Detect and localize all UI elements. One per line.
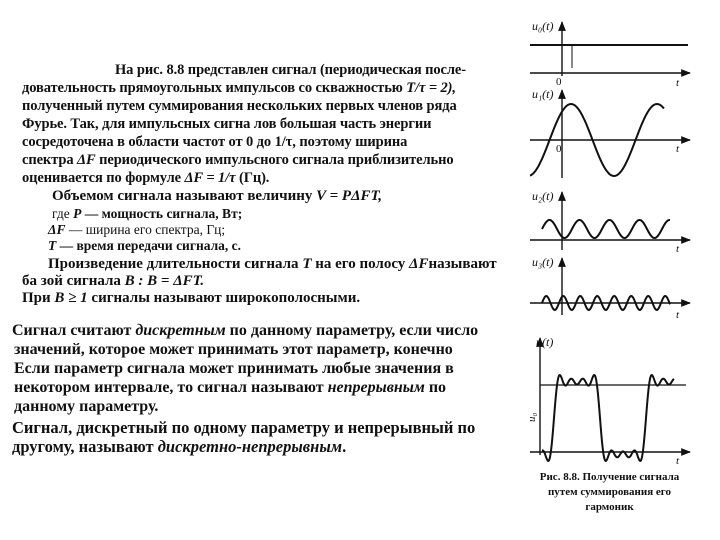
u-signal-wave <box>542 375 674 461</box>
paragraph-4-line-5: данному параметру. <box>14 398 159 415</box>
caption-line-2: путем суммирования его <box>547 486 672 498</box>
paragraph-3-line-1: Произведение длительности сигнала T на его полосу ΔFназывают <box>48 256 497 272</box>
u1-zero-label: 0 <box>556 143 562 155</box>
u1-label: u₁(t) <box>532 87 554 101</box>
paragraph-1-line-2: довательность прямоугольных импульсов со скважностью T/τ = 2), <box>22 80 456 96</box>
panel-u1 <box>530 87 690 178</box>
u2-t-label: t <box>676 243 680 255</box>
paragraph-4-line-3: Если параметр сигнала может принимать любые значения в <box>14 360 454 377</box>
u-label: u(t) <box>536 335 554 349</box>
caption-line-1: Рис. 8.8. Получение сигнала <box>539 471 680 483</box>
paragraph-3-line-3: При B ≥ 1 сигналы называют широкополосными. <box>22 290 361 306</box>
caption-line-3: гармоник <box>585 501 634 513</box>
figure-caption <box>522 470 697 515</box>
paragraph-1-line-7: оценивается по формуле ΔF = 1/τ (Гц). <box>22 170 270 186</box>
panel-u-sum <box>526 335 690 467</box>
u0-t-label: t <box>676 77 680 89</box>
paragraph-2-line-3: ΔF — ширина его спектра, Гц; <box>48 222 226 237</box>
paragraph-2-line-1: Объемом сигнала называют величину V = PΔFT, <box>52 188 383 204</box>
u-t-label: t <box>676 455 680 467</box>
paragraph-5-line-2: другому, называют дискретно-непрерывным. <box>12 437 347 456</box>
u3-t-label: t <box>676 309 680 321</box>
u2-signal-wave <box>542 220 670 238</box>
paragraph-1-line-1: На рис. 8.8 представлен сигнал (периодическая после- <box>115 62 466 78</box>
paragraph-2-line-4: T — время передачи сигнала, с. <box>48 238 242 253</box>
panel-u0 <box>530 19 690 89</box>
paragraph-5-line-1: Сигнал, дискретный по одному параметру и непрерывный по <box>12 418 476 437</box>
paragraph-3-line-2: ба зой сигнала B : B = ΔFT. <box>22 273 205 289</box>
paragraph-4-line-4: некотором интервале, то сигнал называют непрерывным по <box>14 379 447 396</box>
paragraph-1-line-6: спектра ΔF периодического импульсного сигнала приблизительно <box>22 152 454 168</box>
u0-zero-label: 0 <box>556 76 562 88</box>
u2-label: u₂(t) <box>532 189 554 203</box>
panel-u3 <box>530 255 690 321</box>
u3-label: u₃(t) <box>532 255 554 269</box>
u-amplitude-label: u₀ <box>526 412 538 422</box>
paragraph-4-line-1: Сигнал считают дискретным по данному параметру, если число <box>12 322 479 339</box>
paragraph-1-line-4: Фурье. Так, для импульсных сигна лов большая часть энергии <box>22 116 432 132</box>
panel-u2 <box>530 189 690 255</box>
paragraph-2-line-2: где P — мощность сигнала, Вт; <box>52 206 243 221</box>
u1-t-label: t <box>676 143 680 155</box>
paragraph-1-line-5: сосредоточена в области частот от 0 до 1/τ, поэтому ширина <box>22 134 408 150</box>
paragraph-4-line-2: значений, которое может принимать этот параметр, конечно <box>14 341 453 358</box>
u0-label: u₀(t) <box>532 19 554 33</box>
paragraph-1-line-3: полученный путем суммирования нескольких первых членов ряда <box>22 98 457 114</box>
